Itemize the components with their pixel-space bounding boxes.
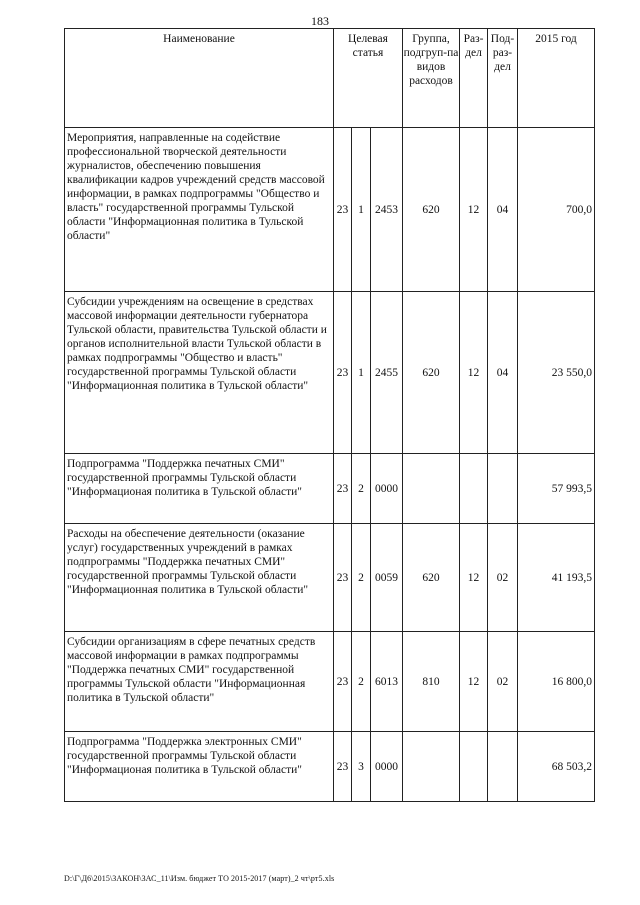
row-section: 12: [460, 632, 488, 732]
row-amount: 57 993,5: [518, 454, 595, 524]
header-subsection: Под-раз-дел: [488, 29, 518, 128]
row-section: [460, 732, 488, 802]
row-expense-group: 620: [403, 524, 460, 632]
row-name: Подпрограмма "Поддержка электронных СМИ" государственной программы Тульской области "Информационая политика в Тульской области": [65, 732, 334, 802]
row-amount: 68 503,2: [518, 732, 595, 802]
row-subsection: 02: [488, 524, 518, 632]
row-code-program: 23: [334, 632, 352, 732]
table-row: [65, 524, 595, 632]
row-code-direction: 2453: [371, 128, 403, 292]
row-code-program: 23: [334, 524, 352, 632]
header-year-2015: 2015 год: [518, 29, 595, 128]
row-amount: 23 550,0: [518, 292, 595, 454]
row-name: Субсидии организациям в сфере печатных средств массовой информации в рамках подпрограммы "Поддержка печатных СМИ" государственной программы Тульской области "Информационная политика в Тульской области": [65, 632, 334, 732]
row-name: Расходы на обеспечение деятельности (оказание услуг) государственных учреждений в рамках подпрограммы "Поддержка печатных СМИ" государственной программы Тульской области "Информационная политика в Тульской области": [65, 524, 334, 632]
row-code-program: 23: [334, 292, 352, 454]
row-expense-group: 620: [403, 128, 460, 292]
row-expense-group: [403, 454, 460, 524]
row-code-subprogram: 2: [352, 524, 371, 632]
row-code-direction: 0000: [371, 454, 403, 524]
row-amount: 16 800,0: [518, 632, 595, 732]
header-expense-group: Группа, подгруп-па видов расходов: [403, 29, 460, 128]
table-row: [65, 632, 595, 732]
row-expense-group: [403, 732, 460, 802]
row-code-subprogram: 2: [352, 632, 371, 732]
page-number: 183: [311, 14, 329, 28]
table-row: [65, 292, 595, 454]
row-expense-group: 810: [403, 632, 460, 732]
row-code-direction: 6013: [371, 632, 403, 732]
row-code-direction: 0059: [371, 524, 403, 632]
row-code-program: 23: [334, 732, 352, 802]
row-subsection: [488, 732, 518, 802]
row-amount: 41 193,5: [518, 524, 595, 632]
table-row: [65, 454, 595, 524]
header-section: Раз-дел: [460, 29, 488, 128]
row-subsection: 04: [488, 128, 518, 292]
row-code-program: 23: [334, 128, 352, 292]
row-name: Субсидии учреждениям на освещение в средствах массовой информации деятельности губернатора Тульской области, правительства Тульской области и органов исполнительной власти Тульской области в рамках подпрограммы "Общество и власть" государственной программы Тульской области "Информационная политика в Тульской области": [65, 292, 334, 454]
header-target-article: Целевая статья: [334, 29, 403, 128]
row-section: 12: [460, 292, 488, 454]
row-name: Подпрограмма "Поддержка печатных СМИ" государственной программы Тульской области "Информационая политика в Тульской области": [65, 454, 334, 524]
row-code-subprogram: 1: [352, 292, 371, 454]
row-code-program: 23: [334, 454, 352, 524]
table-header-row: [65, 29, 595, 128]
header-name: Наименование: [65, 29, 334, 128]
row-expense-group: 620: [403, 292, 460, 454]
row-amount: 700,0: [518, 128, 595, 292]
row-code-direction: 0000: [371, 732, 403, 802]
row-subsection: [488, 454, 518, 524]
row-section: [460, 454, 488, 524]
row-code-direction: 2455: [371, 292, 403, 454]
table-row: [65, 732, 595, 802]
table-row: [65, 128, 595, 292]
row-code-subprogram: 1: [352, 128, 371, 292]
row-subsection: 02: [488, 632, 518, 732]
file-path-footer: D:\Г\Д6\2015\ЗАКОН\ЗАС_11\Изм. бюджет ТО 2015-2017 (март)_2 чт\рт5.xls: [64, 874, 335, 883]
row-name: Мероприятия, направленные на содействие профессиональной творческой деятельности журналистов, обеспечению повышения квалификации кадров учреждений средств массовой информации, в рамках подпрограммы "Общество и власть" государственной программы Тульской области "Информационная политика в Тульской области": [65, 128, 334, 292]
row-section: 12: [460, 128, 488, 292]
row-code-subprogram: 3: [352, 732, 371, 802]
row-code-subprogram: 2: [352, 454, 371, 524]
budget-table: [64, 28, 595, 802]
row-section: 12: [460, 524, 488, 632]
row-subsection: 04: [488, 292, 518, 454]
